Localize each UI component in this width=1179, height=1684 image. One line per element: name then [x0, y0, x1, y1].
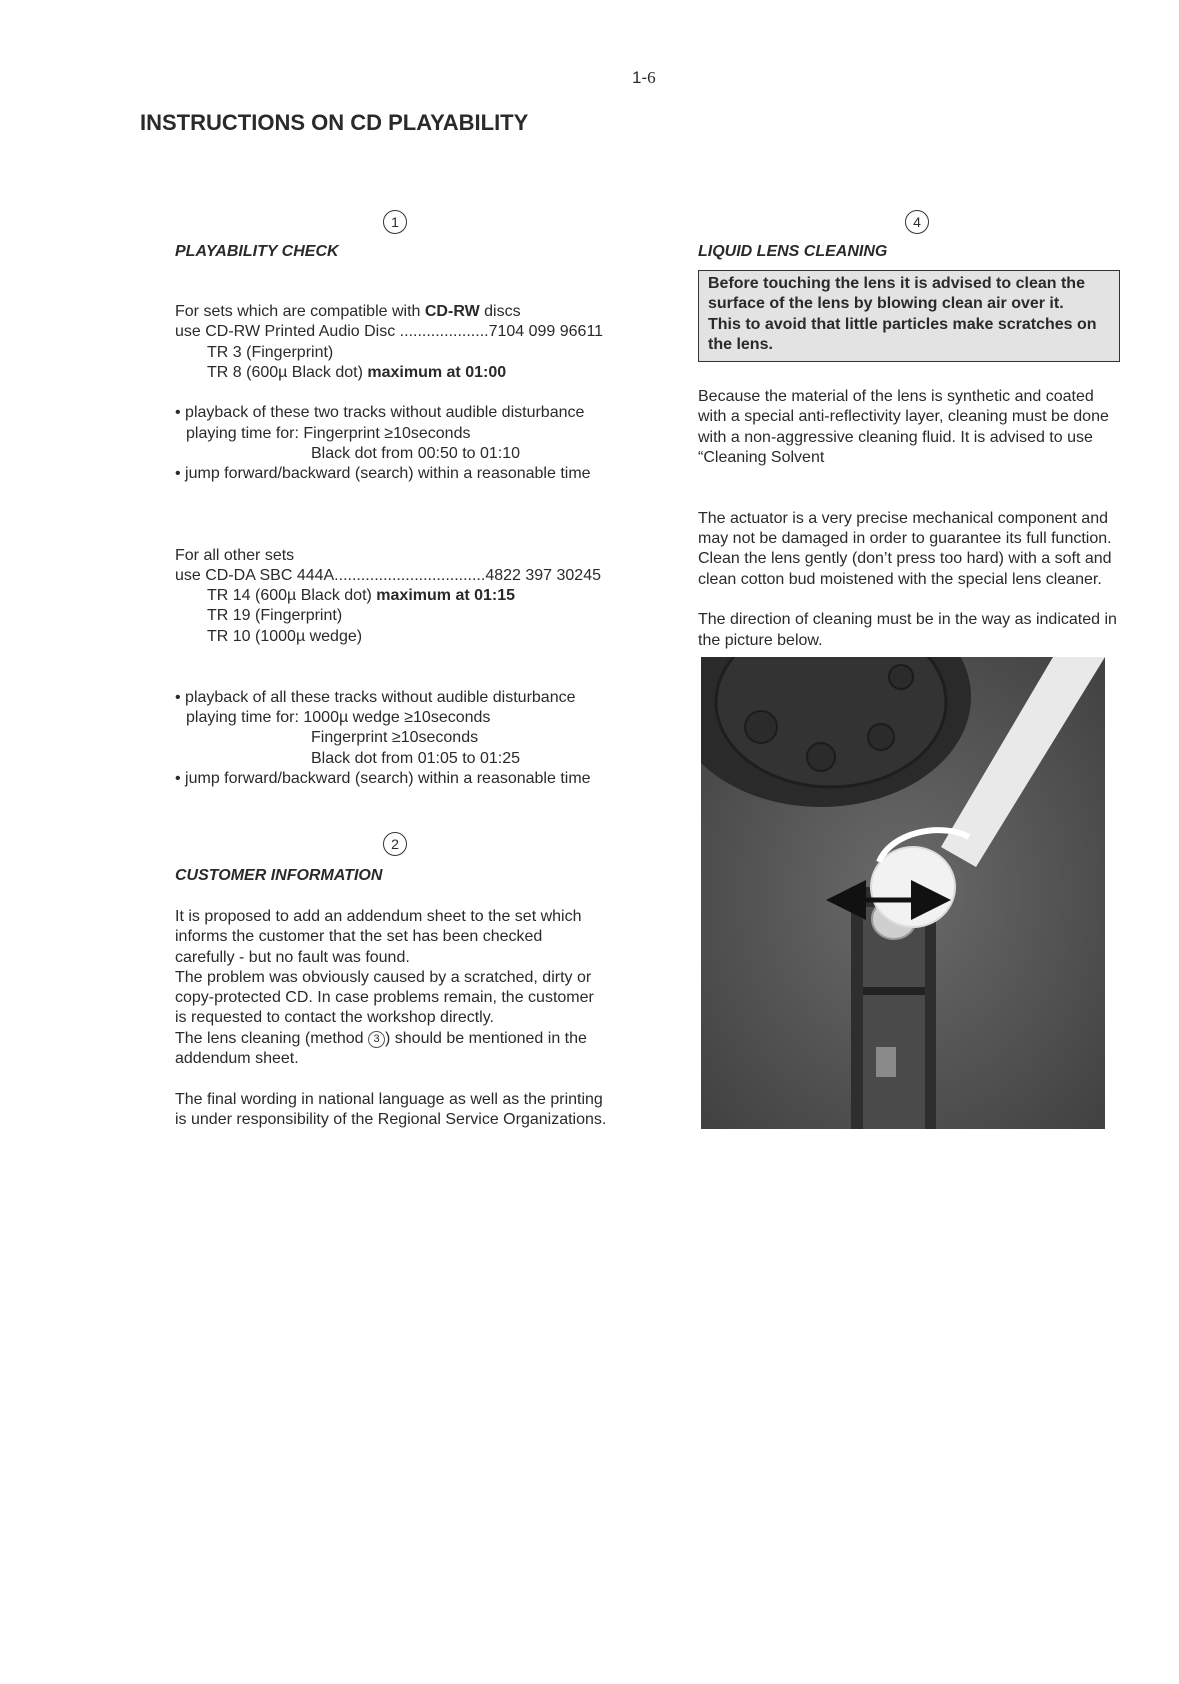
- cdrw-disc-line: use CD-RW Printed Audio Disc ....................7104 099 96611: [175, 323, 604, 341]
- bullet-jump-2: • jump forward/backward (search) within a reasonable time: [175, 769, 591, 787]
- bullet-jump-1: • jump forward/backward (search) within a reasonable time: [175, 465, 591, 483]
- bullet-playback-all: • playback of all these tracks without audible disturbance: [175, 688, 576, 706]
- liquid-lens-cleaning-heading: LIQUID LENS CLEANING: [698, 243, 888, 260]
- section-4-number: 4: [905, 210, 929, 234]
- bullet-playback-two: • playback of these two tracks without audible disturbance: [175, 404, 585, 422]
- lens-cleaning-text: Because the material of the lens is synthetic and coated with a special anti-reflectivity layer, cleaning must be done with a non-aggressive cleaning fluid. It is advised to use “Cleaning Solvent The actuator is a very precise mechanical component and may not be damaged in order to guarantee its full function. Clean the lens gently (don’t press too hard) with a soft and clean cotton bud moistened with the special lens cleaner. The direction of cleaning must be in the way as indicated in the picture below.: [698, 388, 1117, 649]
- fingerprint-line-2: Fingerprint ≥10seconds: [311, 729, 479, 747]
- track-3-line: TR 3 (Fingerprint): [207, 343, 334, 361]
- track-8-line: TR 8 (600µ Black dot) maximum at 01:00: [207, 363, 507, 381]
- method-3-ref: 3: [368, 1031, 385, 1048]
- page-number: [632, 68, 656, 88]
- section-2-number: 2: [383, 832, 407, 856]
- customer-information-text: It is proposed to add an addendum sheet to the set which informs the customer that the set has been checked carefully - but no fault was found. The problem was obviously caused by a scratched, dirty or copy-protected CD. In case problems remain, the customer is requested to contact the workshop directly. The lens cleaning (method 3 ) should be mentioned in the addendum sheet. The final wording in national language as well as the printing is under responsibility of the Regional Service Organizations.: [175, 908, 607, 1128]
- playability-check-heading: PLAYABILITY CHECK: [175, 243, 339, 260]
- track-14-line: TR 14 (600µ Black dot) maximum at 01:15: [207, 587, 516, 605]
- section-1-number: 1: [383, 210, 407, 234]
- page-title: INSTRUCTIONS ON CD PLAYABILITY: [140, 110, 529, 135]
- cdda-disc-line: use CD-DA SBC 444A..................................4822 397 30245: [175, 566, 601, 584]
- track-19-line: TR 19 (Fingerprint): [207, 607, 343, 625]
- lens-notice-box: Before touching the lens it is advised to clean the surface of the lens by blowing clean air over it. This to avoid that little particles make scratches on the lens.: [698, 270, 1120, 362]
- playing-time-line-2: playing time for: 1000µ wedge ≥10seconds: [186, 708, 491, 726]
- customer-information-heading: CUSTOMER INFORMATION: [175, 867, 383, 884]
- black-dot-line-2: Black dot from 01:05 to 01:25: [311, 749, 521, 767]
- track-10-line: TR 10 (1000µ wedge): [207, 627, 363, 645]
- page-number-value: 6: [647, 68, 656, 87]
- page-number-prefix: 1-: [632, 68, 648, 87]
- black-dot-line-1: Black dot from 00:50 to 01:10: [311, 445, 521, 463]
- playability-check-text: [175, 302, 603, 789]
- cdrw-line: For sets which are compatible with CD-RW discs: [175, 303, 521, 320]
- other-sets-line: For all other sets: [175, 546, 295, 564]
- playing-time-line-1: playing time for: Fingerprint ≥10seconds: [186, 424, 471, 442]
- lens-cleaning-method-line: The lens cleaning (method 3 ) should be mentioned in the: [175, 1029, 587, 1047]
- lens-cleaning-photo: [701, 657, 1105, 1129]
